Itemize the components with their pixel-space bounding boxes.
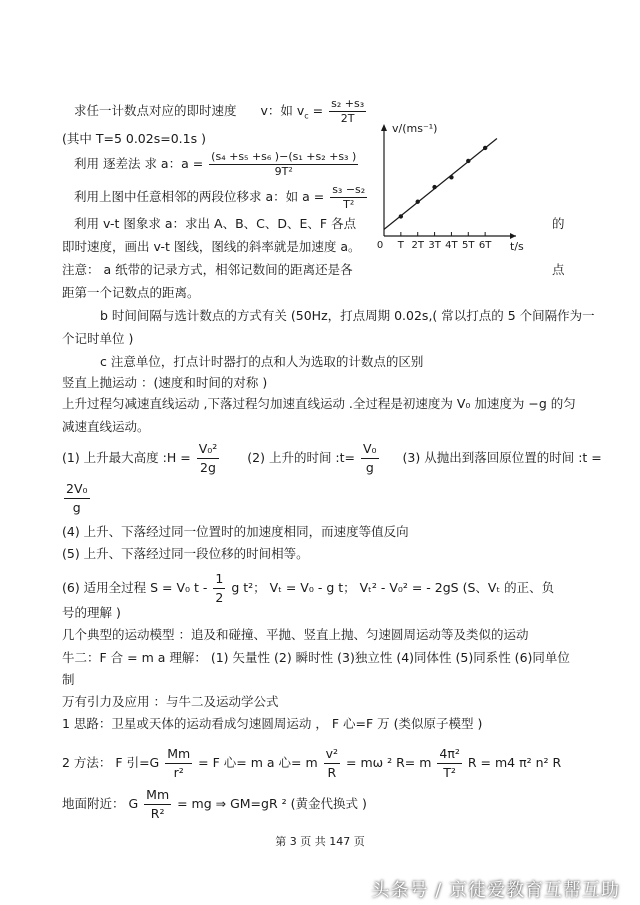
x-axis-label: t/s (510, 240, 524, 253)
vertical-throw-description-end: 减速直线运动。 (62, 419, 150, 434)
vt-chart (370, 118, 540, 258)
subscript-c: c (304, 111, 309, 121)
max-height-label: (1) 上升最大高度 :H = (62, 450, 191, 465)
vt-graph-line-end: 的 (552, 216, 565, 231)
data-point (483, 146, 487, 150)
adjacent-segments-label: 利用上图中任意相邻的两段位移求 a：如 a = (74, 189, 325, 204)
fraction-denominator: T² (443, 765, 456, 780)
x-axis-arrow (510, 233, 516, 239)
adjacent-segments-line (74, 183, 369, 212)
x-tick-label: T (397, 240, 404, 251)
one-half-fraction (213, 570, 225, 607)
fraction-numerator: s₃ −s₂ (332, 183, 366, 196)
chart-axes (377, 122, 524, 253)
watermark: 头条号 / 京徒爱教育互帮互助 (371, 880, 620, 901)
note-b-line: b 时间间隔与选计数点的方式有关 (50Hz，打点周期 0.02s,( 常以打点的 5 个间隔作为一 (100, 308, 595, 323)
instant-velocity-line (74, 97, 368, 126)
newton-second-law-end: 制 (62, 672, 75, 687)
note-a-line: 注意： a 纸带的记录方式，相邻记数间的距离还是各 (62, 262, 353, 277)
note-a-line-end: 点 (552, 262, 565, 277)
vt-graph-line: 利用 v-t 图象求 a：求出 A、B、C、D、E、F 各点 (74, 216, 357, 231)
vt-graph-continuation: 即时速度，画出 v-t 图线，图线的斜率就是加速度 a。 (62, 239, 361, 254)
property-6-label: (6) 适用全过程 S = V₀ t - (62, 580, 208, 595)
data-point (449, 175, 453, 179)
total-time-fraction (64, 480, 90, 517)
fraction-denominator: 2T (340, 112, 355, 125)
page-number: 第 3 页 共 147 页 (275, 835, 365, 848)
equals-sign: = (312, 103, 324, 118)
successive-difference-label: 利用 逐差法 求 a：a = (74, 156, 204, 171)
fraction-denominator: 2 (215, 590, 224, 605)
data-point (466, 159, 470, 163)
note-b-continuation: 个记时单位 ) (62, 331, 134, 346)
fraction-denominator: 2g (200, 460, 216, 475)
successive-difference-line (74, 150, 360, 179)
y-axis-arrow (381, 124, 387, 131)
chart-ticks (397, 232, 492, 251)
vertical-throw-heading: 竖直上抛运动 ：(速度和时间的对称 ) (62, 375, 268, 390)
typical-motion-models: 几个典型的运动模型 ：追及和碰撞、平抛、竖直上抛、匀速圆周运动等及类似的运动 (62, 627, 529, 642)
data-point (432, 185, 436, 189)
fraction-numerator: Mm (144, 786, 171, 805)
property-4: (4) 上升、下落经过同一位置时的加速度相同，而速度等值反向 (62, 524, 409, 539)
mm-over-r2-fraction (165, 745, 192, 782)
fraction-denominator: g (365, 460, 374, 475)
gravitation-method-line (62, 745, 561, 782)
fraction-numerator: 4π² (437, 745, 462, 764)
gravitation-method-label: 2 方法： F 引=G (62, 755, 160, 770)
max-height-fraction (197, 440, 220, 477)
v2-over-r-fraction (324, 745, 340, 782)
data-point (416, 200, 420, 204)
origin-label: 0 (376, 240, 384, 251)
total-time-fraction-line (62, 480, 92, 517)
instant-velocity-fraction (329, 97, 366, 126)
rise-time-label: (2) 上升的时间 :t= (247, 450, 356, 465)
x-tick-label: 2T (411, 240, 424, 251)
y-axis-label: v/(ms⁻¹) (392, 122, 438, 135)
fraction-denominator: T² (343, 198, 355, 211)
fraction-numerator: s₂ +s₃ (331, 97, 365, 110)
fraction-denominator: r² (173, 765, 184, 780)
centripetal-force-text: = F 心= m a 心= m (198, 755, 318, 770)
period-note: (其中 T=5 0.02s=0.1s ) (62, 131, 206, 146)
x-tick-label: 4T (445, 240, 458, 251)
fraction-numerator: v² (324, 745, 340, 764)
golden-substitution-line (62, 786, 367, 823)
instant-velocity-formula: v：如 v (260, 103, 305, 118)
newton-second-law: 牛二：F 合 = m a 理解： (1) 矢量性 (2) 瞬时性 (3)独立性 (4)同体性 (5)同系性 (6)同单位 (62, 650, 570, 665)
fraction-numerator: (s₄ +s₅ +s₆ )−(s₁ +s₂ +s₃ ) (211, 150, 357, 163)
omega-term-text: = mω ² R= m (346, 755, 432, 770)
gravitation-approach: 1 思路：卫星或天体的运动看成匀速圆周运动 ， F 心=F 万 (类似原子模型 ) (62, 716, 483, 731)
fraction-numerator: V₀² (197, 440, 220, 459)
frequency-term-text: R = m4 π² n² R (467, 755, 562, 770)
mm-over-R2-fraction (144, 786, 171, 823)
max-height-line (62, 440, 602, 477)
x-tick-label: 3T (428, 240, 441, 251)
fraction-denominator: 9T² (274, 165, 293, 178)
fraction-numerator: Mm (165, 745, 192, 764)
fraction-denominator: R² (150, 806, 165, 821)
data-point (399, 214, 403, 218)
property-6-formulas: g t²； Vₜ = V₀ - g t； Vₜ² - V₀² = - 2gS (S、Vₜ 的正、负 (231, 580, 555, 595)
property-6-line (62, 570, 554, 607)
note-a-continuation: 距第一个记数点的距离。 (62, 285, 200, 300)
fraction-numerator: 2V₀ (64, 480, 90, 499)
adjacent-segments-fraction (330, 183, 367, 212)
fraction-denominator: R (327, 765, 337, 780)
fraction-numerator: V₀ (361, 440, 379, 459)
instant-velocity-label: 求任一计数点对应的即时速度 (74, 103, 237, 118)
fraction-denominator: g (72, 500, 81, 515)
vertical-throw-description: 上升过程匀减速直线运动 ,下落过程匀加速直线运动 .全过程是初速度为 V₀ 加速度为 −g 的匀 (62, 396, 576, 411)
golden-substitution-formula: = mg ⇒ GM=gR ² (黄金代换式 ) (177, 796, 367, 811)
successive-difference-fraction (209, 150, 358, 179)
x-tick-label: 6T (478, 240, 492, 251)
property-5: (5) 上升、下落经过同一段位移的时间相等。 (62, 546, 309, 561)
four-pi2-over-t2-fraction (437, 745, 462, 782)
fraction-numerator: 1 (213, 570, 225, 589)
golden-substitution-label: 地面附近： G (62, 796, 139, 811)
x-tick-label: 5T (462, 240, 475, 251)
property-6-continuation: 号的理解 ) (62, 605, 121, 620)
note-c-line: c 注意单位，打点计时器打的点和人为选取的计数点的区别 (100, 354, 424, 369)
rise-time-fraction (361, 440, 379, 477)
gravitation-heading: 万有引力及应用 ：与牛二及运动学公式 (62, 694, 279, 709)
total-time-label: (3) 从抛出到落回原位置的时间 :t = (402, 450, 602, 465)
